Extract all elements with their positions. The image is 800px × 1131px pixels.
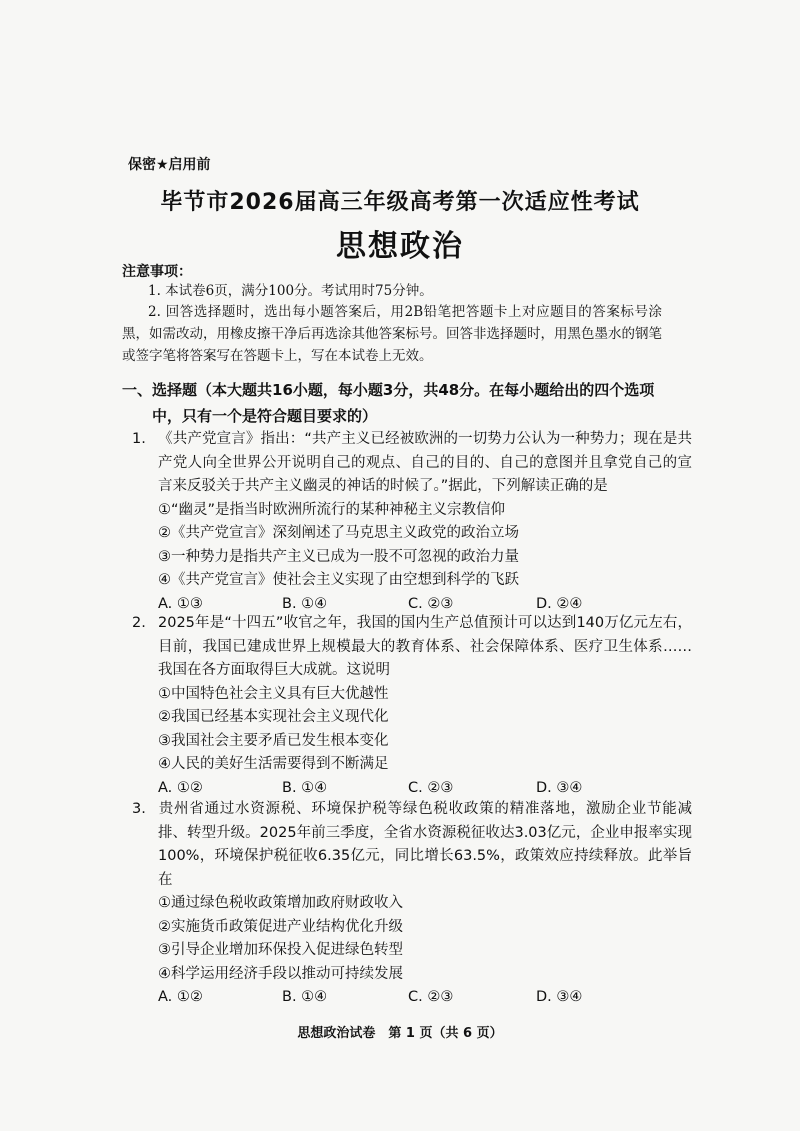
note-item-2: 2. 回答选择题时，选出每小题答案后，用2B铅笔把答题卡上对应题目的答案标号涂黑，如需改动，用橡皮擦干净后再选涂其他答案标号。回答非选择题时，用黑色墨水的钢笔或签字笔将答案写在答题卡上，写在本试卷上无效。	[122, 304, 662, 364]
question-number: 3.	[132, 801, 146, 817]
statement-option: ④人民的美好生活需要得到不断满足	[158, 756, 389, 772]
section-heading	[122, 377, 682, 429]
statement-option: ②实施货币政策促进产业结构优化升级	[158, 918, 403, 935]
question-stem	[132, 798, 692, 892]
question-text: 《共产党宣言》指出：“共产主义已经被欧洲的一切势力公认为一种势力；现在是共产党人向全世界公开说明自己的观点、自己的目的、自己的意图并且拿党自己的宣言来反驳关于共产主义幽灵的神话的时候了。”据此，下列解读正确的是	[158, 431, 692, 494]
section-heading-line1: 一、选择题（本大题共16小题，每小题3分，共48分。在每小题给出的四个选项	[122, 381, 655, 399]
statement-option: ②《共产党宣言》深刻阐述了马克思主义政党的政治立场	[158, 525, 519, 541]
question-number: 2.	[132, 615, 146, 631]
choice-c: C. ②③	[408, 989, 454, 1005]
question-text: 2025年是“十四五”收官之年，我国的国内生产总值预计可以达到140万亿元左右，目前，我国已建成世界上规模最大的教育体系、社会保障体系、医疗卫生体系……我国在各方面取得巨大成就。这说明	[158, 615, 692, 678]
statement-option: ①“幽灵”是指当时欧洲所流行的某种神秘主义宗教信仰	[158, 501, 506, 518]
question-2	[132, 612, 692, 801]
choice-a: A. ①③	[158, 595, 203, 612]
choice-c: C. ②③	[408, 595, 454, 612]
choice-b: B. ①④	[282, 595, 328, 612]
choice-a: A. ①②	[158, 989, 203, 1005]
question-text: 贵州省通过水资源税、环境保护税等绿色税收政策的精准落地，激励企业节能减排、转型升级。2025年前三季度，全省水资源税征收达3.03亿元，企业申报率实现100%，环境保护税征收6.35亿元，同比增长63.5%，政策效应持续释放。此举旨在	[158, 801, 692, 888]
statement-option: ①中国特色社会主义具有巨大优越性	[158, 685, 389, 702]
choice-d: D. ③④	[536, 779, 583, 796]
choice-b: B. ①④	[282, 989, 328, 1005]
statement-option: ②我国已经基本实现社会主义现代化	[158, 709, 389, 725]
choice-a: A. ①②	[158, 779, 203, 796]
statement-option: ④《共产党宣言》使社会主义实现了由空想到科学的飞跃	[158, 572, 519, 588]
exam-title: 毕节市2026届高三年级高考第一次适应性考试	[160, 190, 640, 215]
note-item-1: 1. 本试卷6页，满分100分。考试用时75分钟。	[148, 283, 433, 299]
answer-choices	[132, 986, 692, 1010]
confidential-label: 保密★启用前	[128, 157, 211, 173]
answer-choices	[132, 777, 692, 801]
page-footer: 思想政治试卷 第 1 页（共 6 页）	[297, 1026, 503, 1041]
question-1	[132, 428, 692, 617]
subject-title: 思想政治	[336, 229, 464, 264]
question-3	[132, 798, 692, 1010]
question-stem	[132, 612, 692, 683]
choice-b: B. ①④	[282, 779, 328, 796]
statement-option: ④科学运用经济手段以推动可持续发展	[158, 965, 403, 982]
choice-d: D. ③④	[536, 989, 583, 1005]
question-stem	[132, 428, 692, 499]
statement-option: ③我国社会主要矛盾已发生根本变化	[158, 732, 389, 749]
section-heading-line2: 中，只有一个是符合题目要求的）	[152, 407, 378, 425]
question-number: 1.	[132, 431, 146, 447]
notes-heading: 注意事项：	[122, 264, 192, 280]
statement-option: ①通过绿色税收政策增加政府财政收入	[158, 895, 403, 911]
choice-c: C. ②③	[408, 779, 454, 796]
statement-option: ③引导企业增加环保投入促进绿色转型	[158, 942, 403, 958]
choice-d: D. ②④	[536, 595, 583, 612]
statement-option: ③一种势力是指共产主义已成为一股不可忽视的政治力量	[158, 548, 519, 565]
